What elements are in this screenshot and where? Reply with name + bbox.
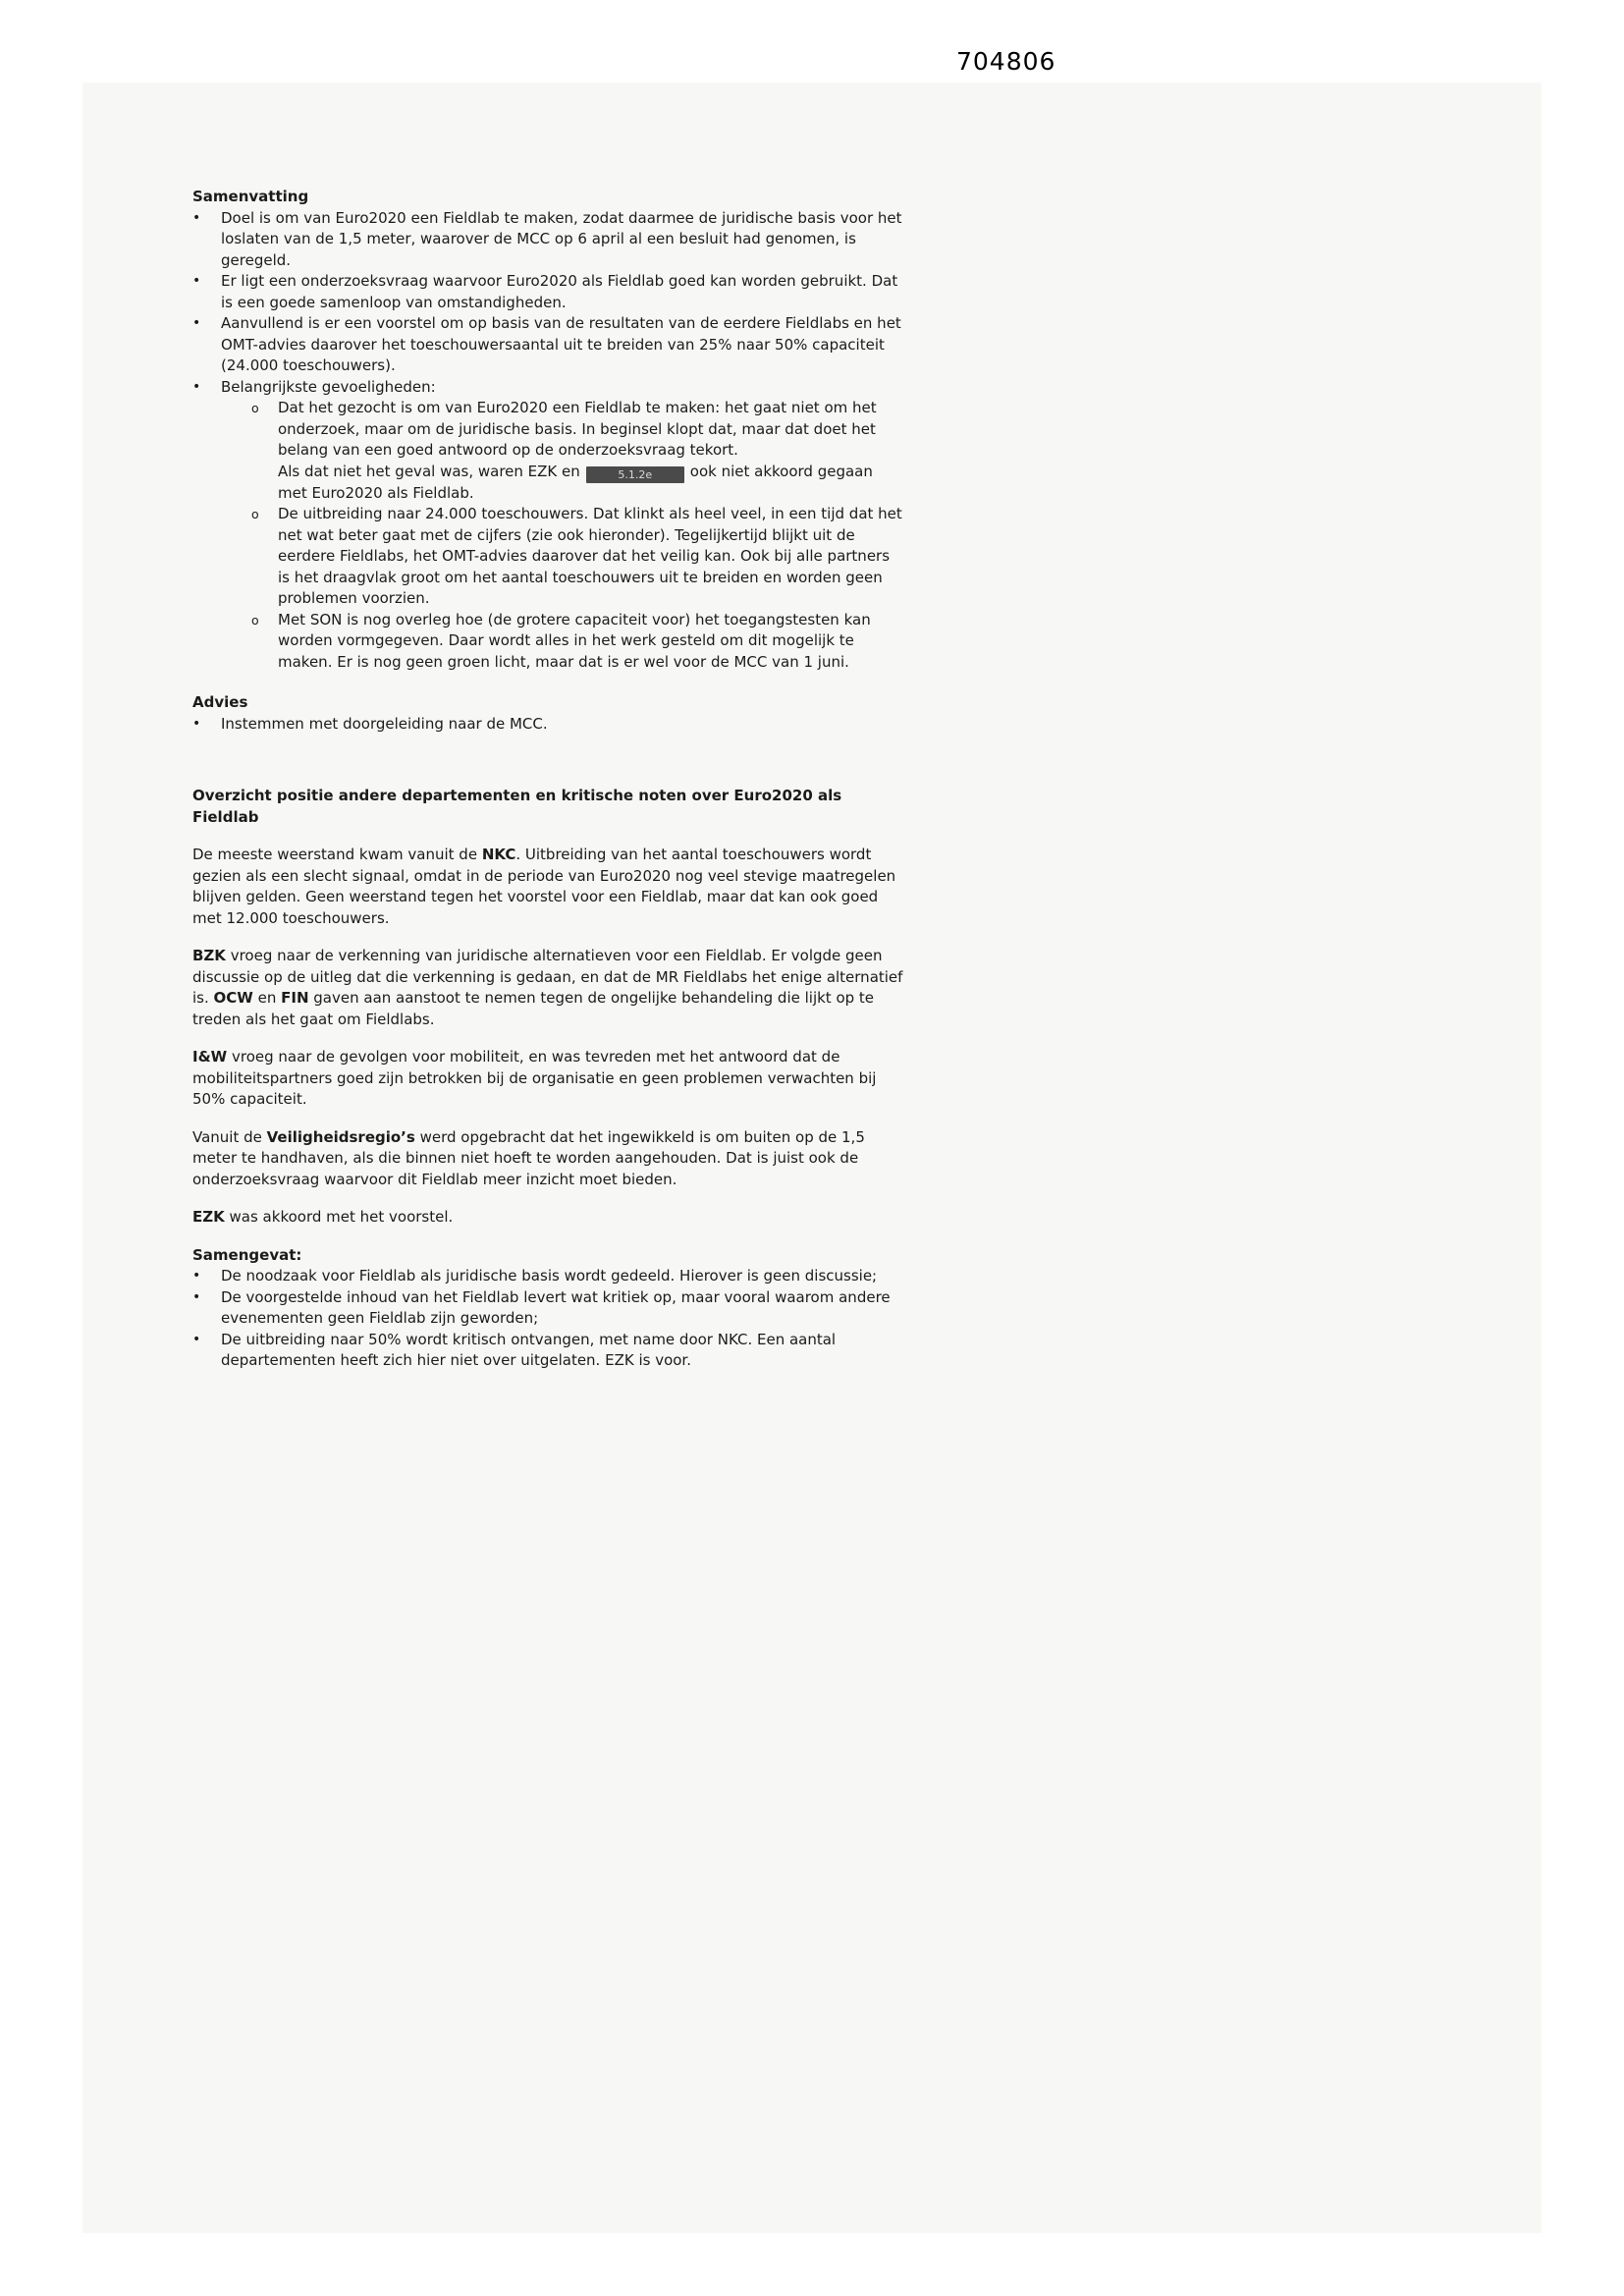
list-item [192,271,905,313]
text-run: vroeg naar de gevolgen voor mobiliteit, en was tevreden met het antwoord dat de mobiliteitspartners goed zijn betrokken bij de organisatie en geen problemen verwachten bij 50% capaciteit. [192,1048,877,1108]
list-item [192,1330,905,1372]
sub-list-item-text: De uitbreiding naar 24.000 toeschouwers. Dat klinkt als heel veel, in een tijd dat het net wat beter gaat met de cijfers (zie ook hieronder). Tegelijkertijd blijkt uit de eerdere Fieldlabs, het OMT-advies daarover dat het veilig kan. Ook bij alle partners is het draagvlak groot om het aantal toeschouwers uit te breiden en worden geen problemen voorzien. [278,505,902,607]
sub-bullet-marker: o [251,401,259,415]
section-heading-overzicht: Overzicht positie andere departementen en kritische noten over Euro2020 als Fieldlab [192,787,842,826]
text-run: De meeste weerstand kwam vanuit de [192,846,482,863]
text-run: vroeg naar de verkenning van juridische alternatieven voor een Fieldlab. Er volgde geen discussie op de uitleg dat die verkenning is gedaan, en dat de MR Fieldlabs het enige alternatief is. [192,947,903,1007]
sub-list-item [192,610,905,674]
redaction-box: 5.1.2e [586,466,684,483]
text-run: Dat het gezocht is om van Euro2020 een Fieldlab te maken: het gaat niet om het onderzoek, maar om de juridische basis. In beginsel klopt dat, maar dat doet het belang van een goed antwoord op de onderzoeksvraag tekort. [278,399,877,459]
sub-list-item-text: Met SON is nog overleg hoe (de grotere capaciteit voor) het toegangstesten kan worden vormgegeven. Daar wordt alles in het werk gesteld om dit mogelijk te maken. Er is nog geen groen licht, maar dat is er wel voor de MCC van 1 juni. [278,610,871,671]
paragraph-ienw [192,1047,905,1111]
bullet-marker: • [192,715,201,732]
text-run-bold: I&W [192,1048,228,1066]
sub-bullet-marker: o [251,612,259,628]
bullet-marker: • [192,209,201,226]
text-run-bold: FIN [281,989,309,1007]
list-item [192,714,905,736]
list-item-text: Belangrijkste gevoeligheden: [221,377,436,396]
paragraph-ezk [192,1207,905,1229]
text-run: gaven aan aanstoot te nemen tegen de ongelijke behandeling die lijkt op te treden als het gaat om Fieldlabs. [192,989,875,1028]
list-item-text: Doel is om van Euro2020 een Fieldlab te maken, zodat daarmee de juridische basis voor het loslaten van de 1,5 meter, waarover de MCC op 6 april al een besluit had genomen, is geregeld. [221,208,902,269]
text-run-bold: BZK [192,947,226,964]
list-item-text: Instemmen met doorgeleiding naar de MCC. [221,714,548,733]
sub-list-item [192,504,905,610]
text-run-bold: Veiligheidsregio’s [266,1127,415,1146]
text-run: Vanuit de [192,1127,267,1146]
bullet-marker: • [192,1288,201,1305]
text-run: . Uitbreiding van het aantal toeschouwers wordt gezien als een slecht signaal, omdat in de periode van Euro2020 nog veel stevige maatregelen blijven gelden. Geen weerstand tegen het voorstel voor een Fieldlab, maar dat kan ook goed met 12.000 toeschouwers. [192,846,896,927]
list-item [192,1287,905,1330]
paragraph-veiligheidsregios [192,1127,905,1191]
section-heading-samenvatting: Samenvatting [192,188,309,205]
document-content [192,187,905,1372]
section-heading-advies: Advies [192,693,248,711]
text-run: was akkoord met het voorstel. [224,1208,454,1226]
bullet-marker: • [192,1268,201,1284]
bullet-marker: • [192,273,201,289]
text-run: en [252,989,282,1007]
text-run: ook niet akkoord gegaan met Euro2020 als Fieldlab. [278,462,873,502]
list-item-text: Aanvullend is er een voorstel om op basis van de resultaten van de eerdere Fieldlabs en het OMT-advies daarover het toeschouwersaantal uit te breiden van 25% naar 50% capaciteit (24.000 toeschouwers). [221,314,901,374]
bullet-marker: • [192,1331,201,1347]
bullet-marker: • [192,315,201,331]
list-item [192,377,905,399]
list-item-text: Er ligt een onderzoeksvraag waarvoor Euro2020 als Fieldlab goed kan worden gebruikt. Dat is een goede samenloop van omstandigheden. [221,272,898,311]
text-run: Als dat niet het geval was, waren EZK en [278,462,580,480]
text-run-bold: OCW [213,989,253,1007]
bullet-marker: • [192,378,201,395]
sub-list-item-text [278,398,905,504]
sub-list-item [192,398,905,504]
text-run-bold: EZK [192,1208,225,1226]
document-number: 704806 [956,47,1056,76]
section-advies [192,692,905,735]
text-run-bold: NKC [481,846,516,863]
sub-bullet-marker: o [251,507,259,521]
list-item [192,208,905,272]
list-item [192,1266,905,1287]
list-item-text: De uitbreiding naar 50% wordt kritisch ontvangen, met name door NKC. Een aantal departementen heeft zich hier niet over uitgelaten. EZK is voor. [221,1330,837,1369]
list-item-text: De voorgestelde inhoud van het Fieldlab levert wat kritiek op, maar vooral waarom andere evenementen geen Fieldlab zijn geworden; [221,1287,891,1327]
paragraph-nkc [192,845,905,929]
text-run: werd opgebracht dat het ingewikkeld is om buiten op de 1,5 meter te handhaven, als die binnen niet hoeft te worden aangehouden. Dat is juist ook de onderzoeksvraag waarvoor dit Fieldlab meer inzicht moet bieden. [192,1127,865,1188]
section-heading-samengevat: Samengevat: [192,1245,302,1264]
list-item [192,313,905,377]
paragraph-bzk-ocw-fin [192,946,905,1030]
list-item-text: De noodzaak voor Fieldlab als juridische basis wordt gedeeld. Hierover is geen discussie; [221,1267,878,1285]
